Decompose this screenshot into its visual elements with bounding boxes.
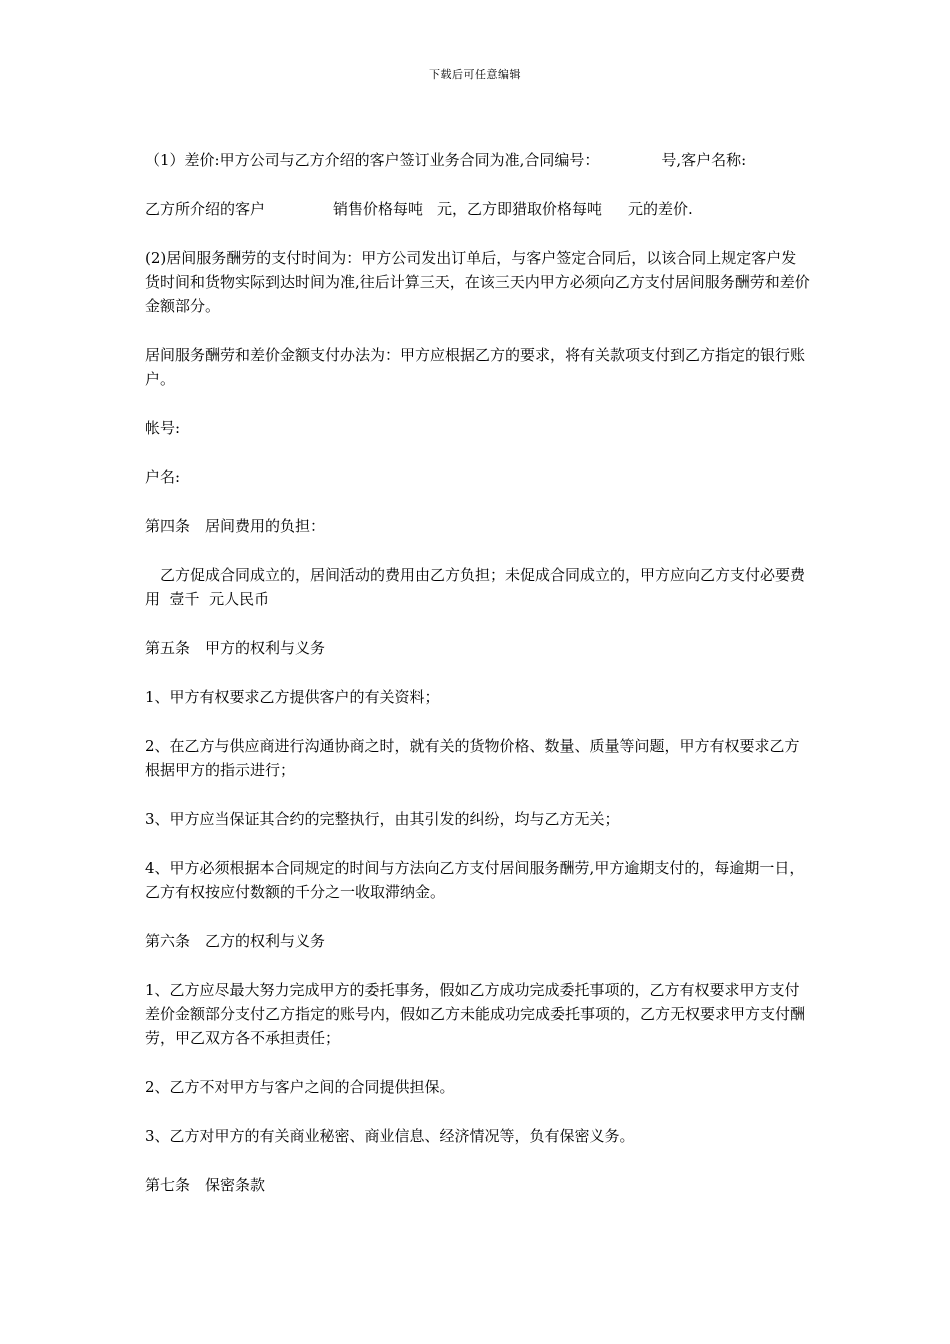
customer-label: 乙方所介绍的客户 <box>145 200 266 218</box>
article-five-item-4: 4、甲方必须根据本合同规定的时间与方法向乙方支付居间服务酬劳,甲方逾期支付的，每逾期一日，乙方有权按应付数额的千分之一收取滞纳金。 <box>145 859 805 901</box>
article-seven-heading: 第七条 保密条款 <box>145 1176 266 1194</box>
article-five-item-2: 2、在乙方与供应商进行沟通协商之时，就有关的货物价格、数量、质量等问题，甲方有权要求乙方根据甲方的指示进行； <box>145 737 800 779</box>
payment-time-paragraph: (2)居间服务酬劳的支付时间为：甲方公司发出订单后，与客户签定合同后，以该合同上规定客户发货时间和货物实际到达时间为准,往后计算三天，在该三天内甲方必须向乙方支付居间服务酬劳和差价金额部分。 <box>145 249 810 315</box>
difference-label: 元的差价. <box>628 200 693 218</box>
clause-price-line <box>145 197 810 221</box>
article-four-text: 乙方促成合同成立的，居间活动的费用由乙方负担；未促成合同成立的，甲方应向乙方支付必要费用 壹千 元人民币 <box>145 566 806 608</box>
clause-price-difference <box>145 148 810 172</box>
article-four-heading: 第四条 居间费用的负担： <box>145 517 326 535</box>
customer-name-label: 号,客户名称: <box>661 151 747 169</box>
earned-price-label: 元，乙方即猎取价格每吨 <box>437 200 603 218</box>
price-difference-text: （1）差价:甲方公司与乙方介绍的客户签订业务合同为准,合同编号： <box>145 151 600 169</box>
article-six-item-1: 1、乙方应尽最大努力完成甲方的委托事务，假如乙方成功完成委托事项的，乙方有权要求甲方支付差价金额部分支付乙方指定的账号内，假如乙方未能成功完成委托事项的，乙方无权要求甲方支付酬劳，甲乙双方各不承担责任； <box>145 981 806 1047</box>
article-six-item-3: 3、乙方对甲方的有关商业秘密、商业信息、经济情况等，负有保密义务。 <box>145 1127 635 1145</box>
sale-price-label: 销售价格每吨 <box>333 200 424 218</box>
article-five-item-3: 3、甲方应当保证其合约的完整执行，由其引发的纠纷，均与乙方无关； <box>145 810 620 828</box>
header-note: 下载后可任意编辑 <box>429 68 521 81</box>
article-five-heading: 第五条 甲方的权利与义务 <box>145 639 326 657</box>
account-name-label: 户名: <box>145 468 181 486</box>
article-six-item-2: 2、乙方不对甲方与客户之间的合同提供担保。 <box>145 1078 455 1096</box>
article-six-heading: 第六条 乙方的权利与义务 <box>145 932 326 950</box>
account-number-label: 帐号: <box>145 419 181 437</box>
article-five-item-1: 1、甲方有权要求乙方提供客户的有关资料； <box>145 688 440 706</box>
document-body <box>145 148 810 1222</box>
payment-method-paragraph: 居间服务酬劳和差价金额支付办法为：甲方应根据乙方的要求，将有关款项支付到乙方指定的银行账户。 <box>145 346 806 388</box>
